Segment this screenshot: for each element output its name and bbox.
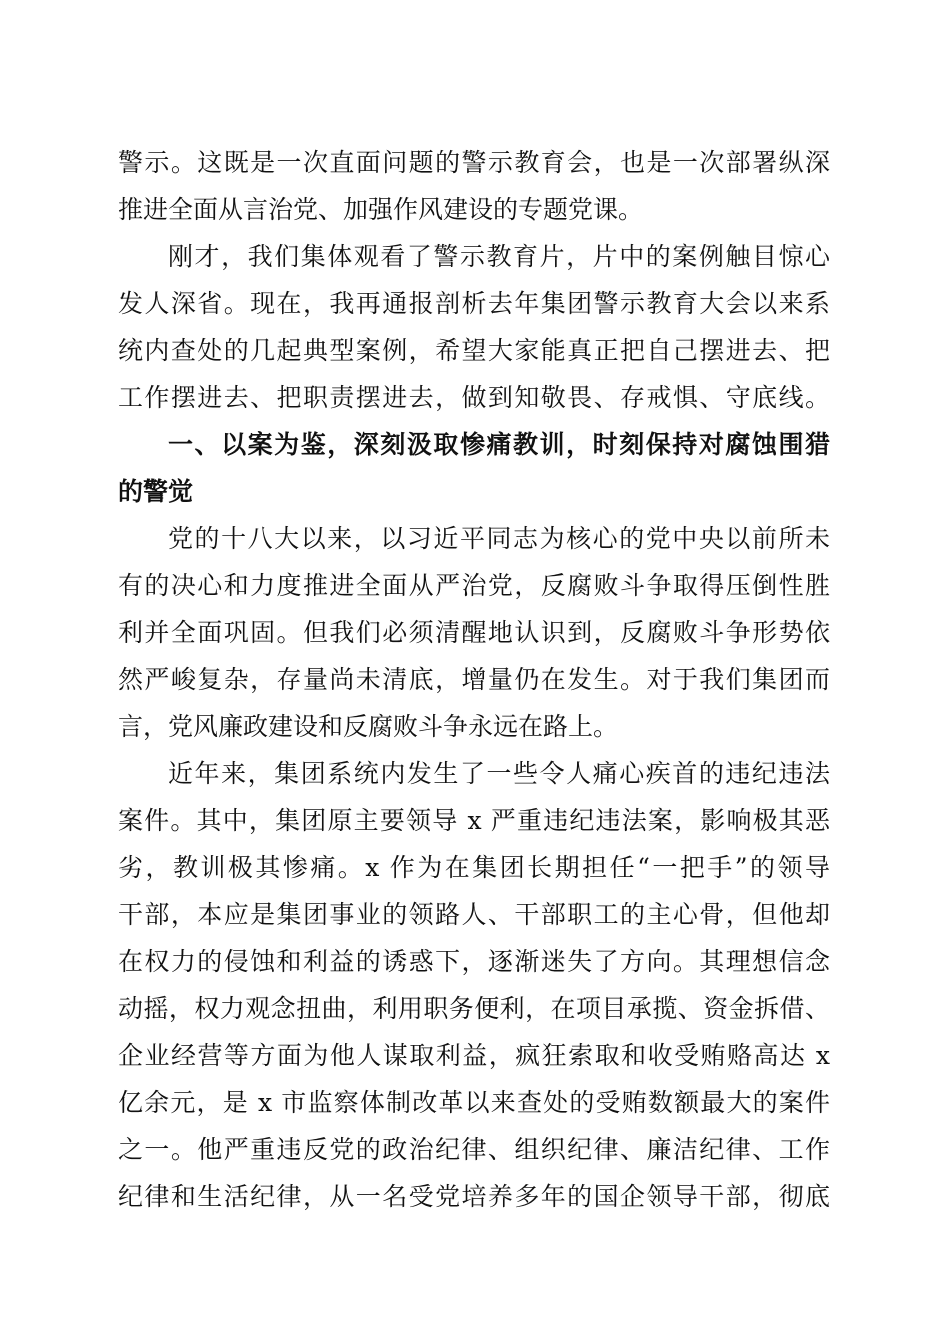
text-line: 纪律和生活纪律，从一名受党培养多年的国企领导干部，彻底 [118,1182,830,1211]
text-line: 然严峻复杂，存量尚未清底，增量仍在发生。对于我们集团而 [118,665,830,694]
text-line: 近年来，集团系统内发生了一些令人痛心疾首的违纪违法 [168,759,830,788]
text-line: 之一。他严重违反党的政治纪律、组织纪律、廉洁纪律、工作 [118,1135,830,1164]
text-line: 言，党风廉政建设和反腐败斗争永远在路上。 [118,712,619,741]
text-line: 有的决心和力度推进全面从严治党，反腐败斗争取得压倒性胜 [118,571,830,600]
text-line: 干部，本应是集团事业的领路人、干部职工的主心骨，但他却 [118,900,830,929]
text-line: 企业经营等方面为他人谋取利益，疯狂索取和收受贿赂高达 x [118,1041,830,1070]
text-line: 工作摆进去、把职责摆进去，做到知敬畏、存戒惧、守底线。 [118,383,830,412]
text-line: 利并全面巩固。但我们必须清醒地认识到，反腐败斗争形势依 [118,618,830,647]
section-heading-line: 的警觉 [118,477,194,506]
text-line: 动摇，权力观念扭曲，利用职务便利，在项目承揽、资金拆借、 [118,994,830,1023]
text-line: 案件。其中，集团原主要领导 x 严重违纪违法案，影响极其恶 [118,806,830,835]
text-line: 在权力的侵蚀和利益的诱惑下，逐渐迷失了方向。其理想信念 [118,947,830,976]
text-line: 党的十八大以来，以习近平同志为核心的党中央以前所未 [168,524,830,553]
text-line: 亿余元，是 x 市监察体制改革以来查处的受贿数额最大的案件 [118,1088,830,1117]
text-line: 警示。这既是一次直面问题的警示教育会，也是一次部署纵深 [118,148,830,177]
section-heading-line: 一、以案为鉴，深刻汲取惨痛教训，时刻保持对腐蚀围猎 [168,430,830,459]
text-line: 发人深省。现在，我再通报剖析去年集团警示教育大会以来系 [118,289,830,318]
text-line: 推进全面从言治党、加强作风建设的专题党课。 [118,195,644,224]
text-line: 劣，教训极其惨痛。x 作为在集团长期担任“一把手”的领导 [118,853,830,882]
text-line: 统内查处的几起典型案例，希望大家能真正把自己摆进去、把 [118,336,830,365]
text-line: 刚才，我们集体观看了警示教育片，片中的案例触目惊心 [168,242,830,271]
